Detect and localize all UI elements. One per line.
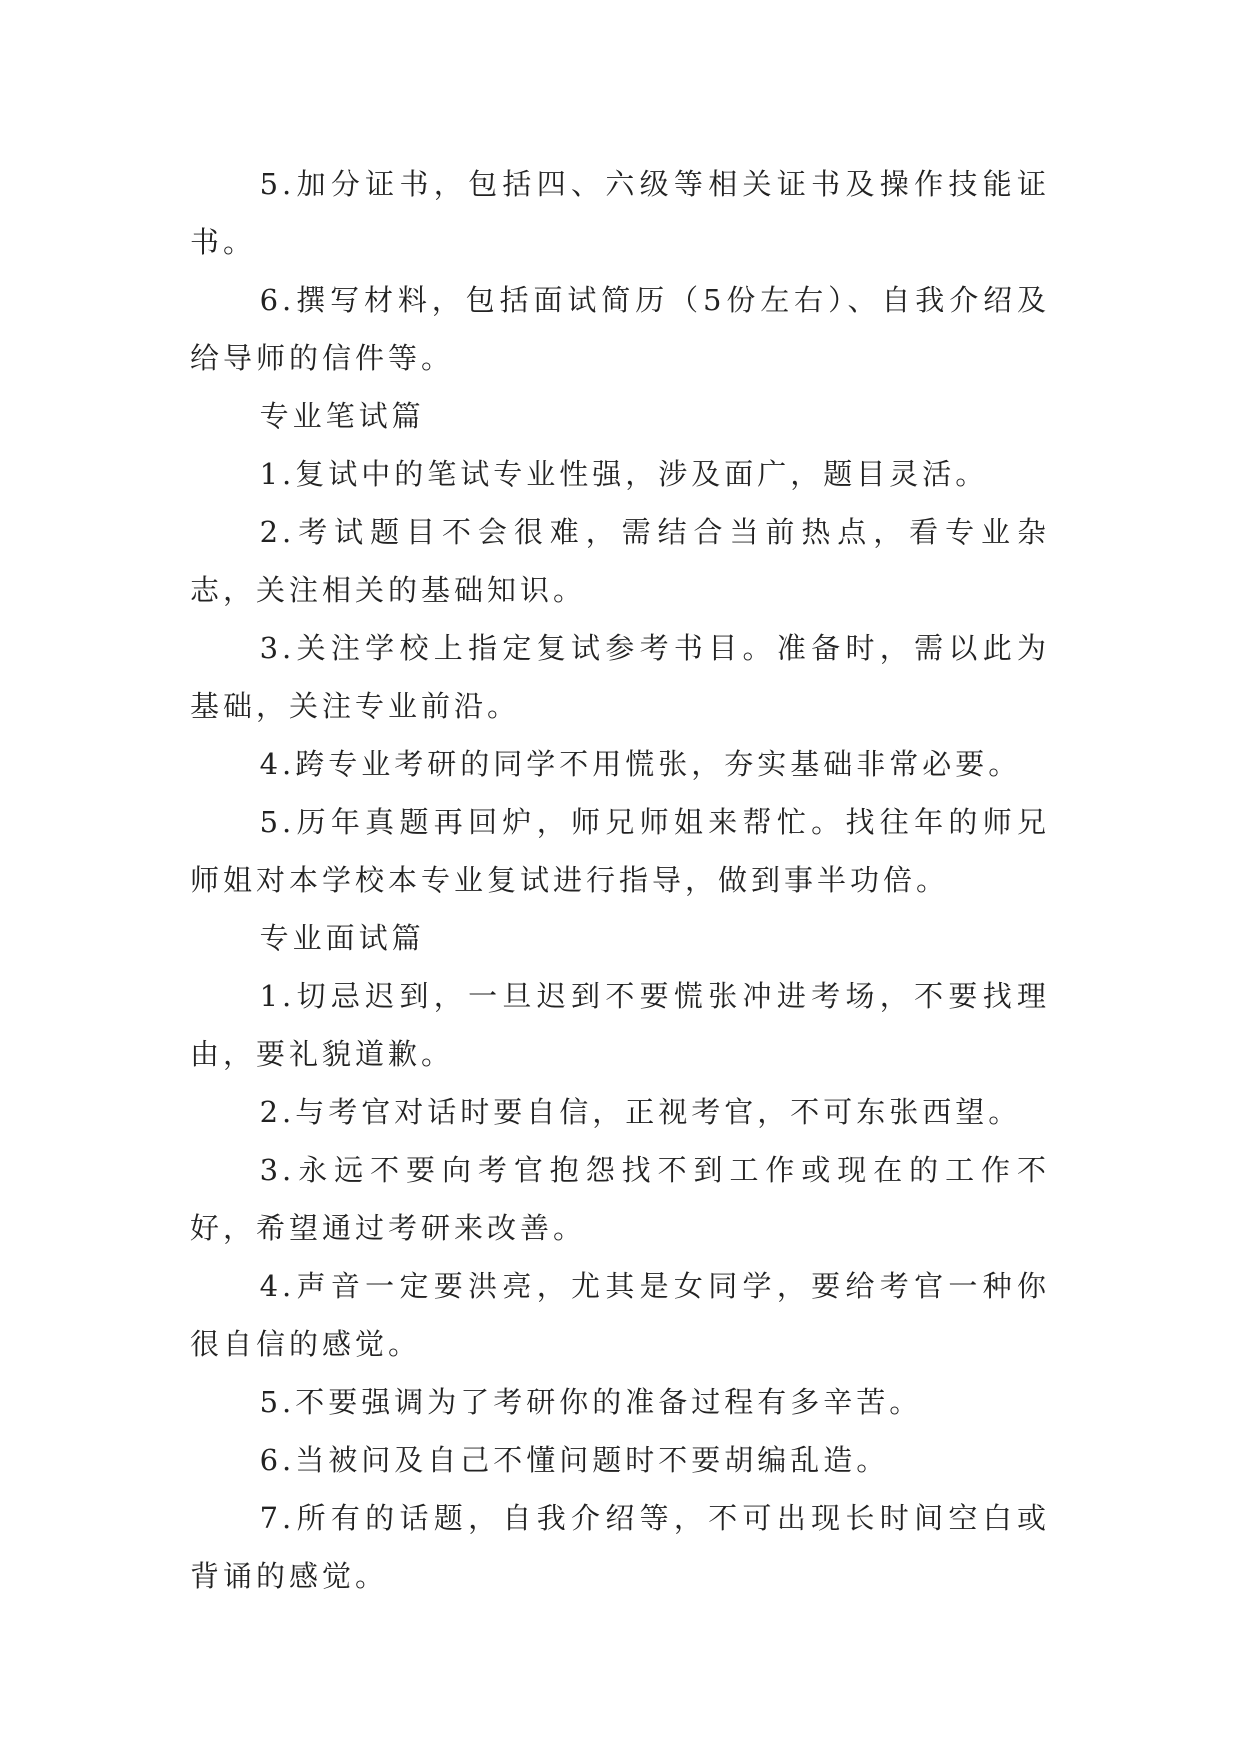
paragraph-written-2: 2.考试题目不会很难，需结合当前热点，看专业杂志，关注相关的基础知识。 xyxy=(190,515,1050,607)
paragraph-interview-6: 6.当被问及自己不懂问题时不要胡编乱造。 xyxy=(259,1443,890,1477)
paragraph-written-5: 5.历年真题再回炉，师兄师姐来帮忙。找往年的师兄师姐对本学校本专业复试进行指导，做到事半功倍。 xyxy=(190,805,1050,897)
paragraph-written-1: 1.复试中的笔试专业性强，涉及面广，题目灵活。 xyxy=(259,457,989,491)
section-heading-written-exam: 专业笔试篇 xyxy=(259,399,425,433)
paragraph-interview-7: 7.所有的话题，自我介绍等，不可出现长时间空白或背诵的感觉。 xyxy=(190,1501,1050,1593)
paragraph-interview-4: 4.声音一定要洪亮，尤其是女同学，要给考官一种你很自信的感觉。 xyxy=(190,1269,1050,1361)
paragraph-interview-1: 1.切忌迟到，一旦迟到不要慌张冲进考场，不要找理由，要礼貌道歉。 xyxy=(190,979,1050,1071)
paragraph-written-4: 4.跨专业考研的同学不用慌张，夯实基础非常必要。 xyxy=(259,747,1022,781)
document-body xyxy=(190,155,1050,1605)
paragraph-interview-3: 3.永远不要向考官抱怨找不到工作或现在的工作不好，希望通过考研来改善。 xyxy=(190,1153,1050,1245)
section-heading-interview: 专业面试篇 xyxy=(259,921,425,955)
paragraph-item-5-certificates: 5.加分证书，包括四、六级等相关证书及操作技能证书。 xyxy=(190,167,1050,259)
paragraph-interview-5: 5.不要强调为了考研你的准备过程有多辛苦。 xyxy=(259,1385,923,1419)
paragraph-item-6-materials: 6.撰写材料，包括面试简历（5份左右）、自我介绍及给导师的信件等。 xyxy=(190,283,1050,375)
paragraph-interview-2: 2.与考官对话时要自信，正视考官，不可东张西望。 xyxy=(259,1095,1022,1129)
paragraph-written-3: 3.关注学校上指定复试参考书目。准备时，需以此为基础，关注专业前沿。 xyxy=(190,631,1050,723)
